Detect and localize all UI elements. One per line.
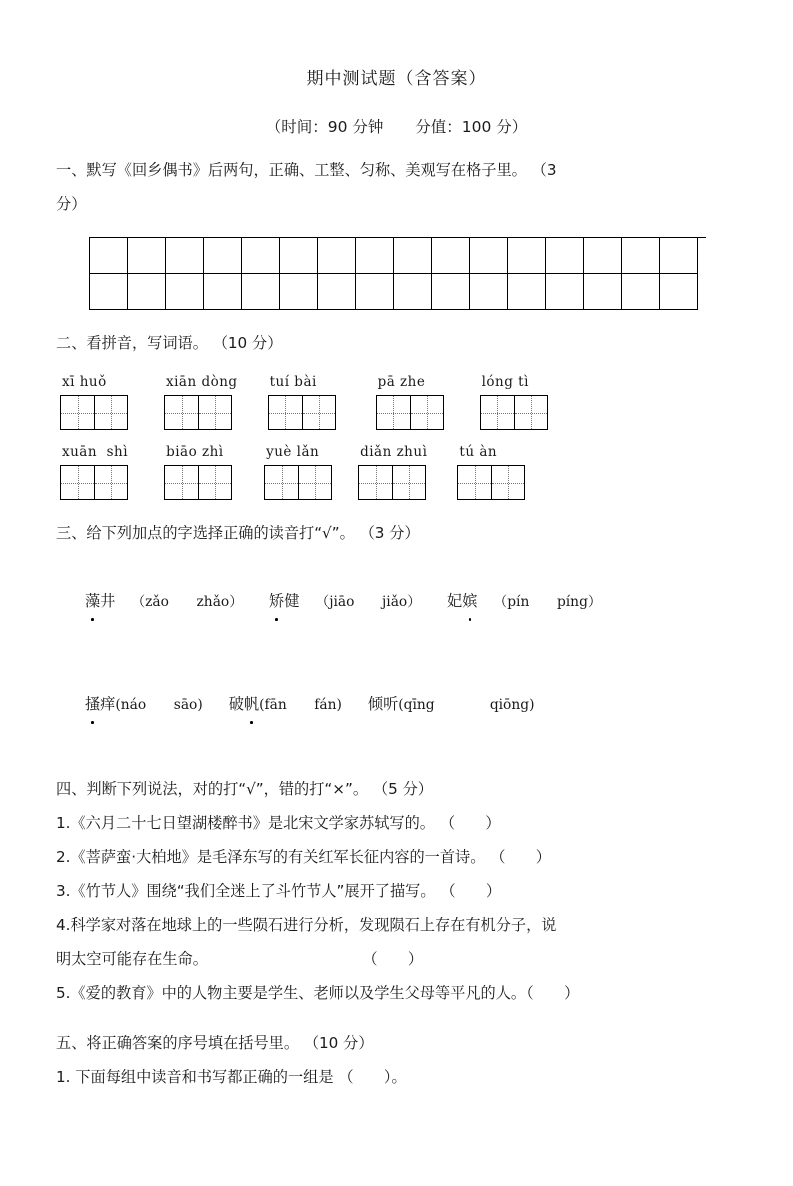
tianzige-cell[interactable] <box>392 466 425 499</box>
tianzige-cell[interactable] <box>377 396 410 429</box>
pinyin-label: tú àn <box>459 444 498 460</box>
page-title: 期中测试题（含答案） <box>306 69 487 89</box>
pinyin-label: yuè lǎn <box>266 444 320 460</box>
section-one-heading-line1: 一、默写《回乡偶书》后两句，正确、工整、匀称、美观写在格子里。 （3 <box>56 161 557 179</box>
tianzige-answer-box[interactable] <box>60 395 128 430</box>
tianzige-cell[interactable] <box>491 466 524 499</box>
dotted-char-fan: 帆 <box>244 687 259 721</box>
true-false-item[interactable]: 4.科学家对落在地球上的一些陨石进行分析，发现陨石上存在有机分子，说 <box>56 916 557 934</box>
char-jing: 井 <box>100 592 116 610</box>
pinyin-word-item <box>60 374 128 430</box>
tianzige-cell[interactable] <box>265 466 298 499</box>
writing-grid-row <box>90 274 706 310</box>
pinyin-options-qing[interactable]: (qīng qiōng) <box>398 697 535 713</box>
writing-grid-cell[interactable] <box>242 274 280 310</box>
writing-grid-cell[interactable] <box>242 238 280 274</box>
pinyin-options-sao[interactable]: (náo sāo) <box>115 697 203 713</box>
writing-grid-cell[interactable] <box>660 274 698 310</box>
pinyin-options-fan[interactable]: (fān fán) <box>259 697 342 713</box>
writing-grid-cell[interactable] <box>394 238 432 274</box>
pinyin-word-area <box>56 374 737 500</box>
tianzige-answer-box[interactable] <box>268 395 336 430</box>
writing-grid-cell[interactable] <box>584 274 622 310</box>
pinyin-word-item <box>358 444 427 500</box>
tianzige-cell[interactable] <box>481 396 514 429</box>
pinyin-label: lóng tì <box>481 374 529 390</box>
tianzige-answer-box[interactable] <box>376 395 444 430</box>
writing-grid-cell[interactable] <box>166 238 204 274</box>
pinyin-word-item <box>268 374 336 430</box>
section-five-heading: 五、将正确答案的序号填在括号里。 （10 分） <box>56 1034 374 1052</box>
char-jian: 健 <box>284 592 300 610</box>
dotted-char-zao: 藻 <box>85 584 100 618</box>
pronunciation-choice-line-2[interactable] <box>56 653 737 756</box>
tianzige-cell[interactable] <box>198 396 231 429</box>
pinyin-label: pā zhe <box>377 374 426 390</box>
pinyin-label: tuí bài <box>269 374 317 390</box>
tianzige-cell[interactable] <box>359 466 392 499</box>
writing-grid-cell[interactable] <box>166 274 204 310</box>
writing-grid-cell[interactable] <box>318 274 356 310</box>
pinyin-label: xiān dòng <box>166 374 238 390</box>
tianzige-cell[interactable] <box>198 466 231 499</box>
writing-grid-cell[interactable] <box>356 274 394 310</box>
writing-grid-cell[interactable] <box>280 274 318 310</box>
true-false-item[interactable]: 5.《爱的教育》中的人物主要是学生、老师以及学生父母等平凡的人。（ ） <box>56 984 580 1002</box>
exam-score-label: 分值：100 分） <box>415 118 528 136</box>
writing-grid-cell[interactable] <box>204 274 242 310</box>
pinyin-word-item <box>264 444 332 500</box>
exam-page <box>0 64 793 1186</box>
tianzige-cell[interactable] <box>61 466 94 499</box>
tianzige-cell[interactable] <box>458 466 491 499</box>
tianzige-answer-box[interactable] <box>457 465 525 500</box>
section-one <box>56 153 737 310</box>
tianzige-answer-box[interactable] <box>164 395 232 430</box>
writing-grid-cell[interactable] <box>508 238 546 274</box>
section-three <box>56 516 737 756</box>
writing-grid-cell[interactable] <box>204 238 242 274</box>
dotted-char-sao: 搔 <box>85 687 100 721</box>
writing-grid[interactable] <box>89 237 706 310</box>
exam-meta <box>56 115 737 137</box>
tianzige-cell[interactable] <box>410 396 443 429</box>
tianzige-cell[interactable] <box>61 396 94 429</box>
writing-grid-cell[interactable] <box>622 274 660 310</box>
writing-grid-cell[interactable] <box>432 274 470 310</box>
exam-time-label: （时间：90 分钟 <box>265 118 384 136</box>
writing-grid-cell[interactable] <box>432 238 470 274</box>
section-two-heading: 二、看拼音，写词语。 （10 分） <box>56 334 283 352</box>
pinyin-row <box>56 444 737 500</box>
section-two <box>56 326 737 500</box>
writing-grid-cell[interactable] <box>90 274 128 310</box>
pronunciation-choice-line-1[interactable] <box>56 550 737 653</box>
multiple-choice-item[interactable]: 1. 下面每组中读音和书写都正确的一组是 （ ）。 <box>56 1068 407 1086</box>
tianzige-cell[interactable] <box>298 466 331 499</box>
writing-grid-row <box>90 238 706 274</box>
true-false-item[interactable]: 明太空可能存在生命。 （ ） <box>56 950 424 968</box>
word-qingting: 倾听 <box>367 695 399 713</box>
pinyin-word-item <box>164 374 238 430</box>
dotted-char-jiao: 矫 <box>269 584 284 618</box>
multiple-choice-item-list <box>56 1060 737 1094</box>
section-four-heading: 四、判断下列说法，对的打“√”，错的打“×”。 （5 分） <box>56 780 433 798</box>
dotted-char-pin: 嫔 <box>462 584 477 618</box>
section-three-heading: 三、给下列加点的字选择正确的读音打“√”。 （3 分） <box>56 524 420 542</box>
pinyin-word-item <box>60 444 128 500</box>
tianzige-answer-box[interactable] <box>358 465 426 500</box>
pinyin-word-item <box>480 374 548 430</box>
true-false-item[interactable]: 3.《竹节人》围绕“我们全迷上了斗竹节人”展开了描写。 （ ） <box>56 882 502 900</box>
writing-grid-cell[interactable] <box>356 238 394 274</box>
writing-grid-cell[interactable] <box>470 274 508 310</box>
writing-grid-cell[interactable] <box>90 238 128 274</box>
tianzige-cell[interactable] <box>94 396 127 429</box>
writing-grid-cell[interactable] <box>660 238 698 274</box>
section-four <box>56 772 737 1010</box>
pinyin-options-jiao[interactable]: （jiāo jiǎo） <box>315 594 422 610</box>
true-false-item[interactable]: 1.《六月二十七日望湖楼醉书》是北宋文学家苏轼写的。 （ ） <box>56 814 501 832</box>
pinyin-label: xuān shì <box>62 444 129 460</box>
tianzige-answer-box[interactable] <box>164 465 232 500</box>
writing-grid-cell[interactable] <box>280 238 318 274</box>
tianzige-answer-box[interactable] <box>264 465 332 500</box>
pinyin-options-zao[interactable]: （zǎo zhǎo） <box>131 594 244 610</box>
pinyin-word-item <box>164 444 232 500</box>
writing-grid-cell[interactable] <box>128 274 166 310</box>
true-false-item[interactable]: 2.《菩萨蛮·大柏地》是毛泽东写的有关红军长征内容的一首诗。 （ ） <box>56 848 551 866</box>
tianzige-cell[interactable] <box>269 396 302 429</box>
writing-grid-cell[interactable] <box>546 238 584 274</box>
pinyin-word-item <box>457 444 525 500</box>
writing-grid-cell[interactable] <box>546 274 584 310</box>
tianzige-cell[interactable] <box>94 466 127 499</box>
writing-grid-cell[interactable] <box>128 238 166 274</box>
pinyin-word-item <box>376 374 444 430</box>
tianzige-cell[interactable] <box>165 396 198 429</box>
writing-grid-cell[interactable] <box>394 274 432 310</box>
section-one-heading-line2: 分） <box>56 195 87 213</box>
tianzige-cell[interactable] <box>165 466 198 499</box>
pinyin-row <box>56 374 737 430</box>
tianzige-answer-box[interactable] <box>60 465 128 500</box>
pinyin-label: diǎn zhuì <box>360 444 428 460</box>
writing-grid-cell[interactable] <box>470 238 508 274</box>
pinyin-label: xī huǒ <box>62 374 107 390</box>
char-fei: 妃 <box>447 592 463 610</box>
writing-grid-cell[interactable] <box>318 238 356 274</box>
writing-grid-cell[interactable] <box>622 238 660 274</box>
true-false-item-list <box>56 806 737 1010</box>
section-five <box>56 1026 737 1094</box>
tianzige-cell[interactable] <box>514 396 547 429</box>
tianzige-answer-box[interactable] <box>480 395 548 430</box>
writing-grid-cell[interactable] <box>508 274 546 310</box>
tianzige-cell[interactable] <box>302 396 335 429</box>
pinyin-options-pin[interactable]: （pín píng） <box>493 594 602 610</box>
char-yang: 痒 <box>100 695 116 713</box>
char-po: 破 <box>228 695 244 713</box>
pinyin-label: biāo zhì <box>166 444 224 460</box>
writing-grid-cell[interactable] <box>584 238 622 274</box>
